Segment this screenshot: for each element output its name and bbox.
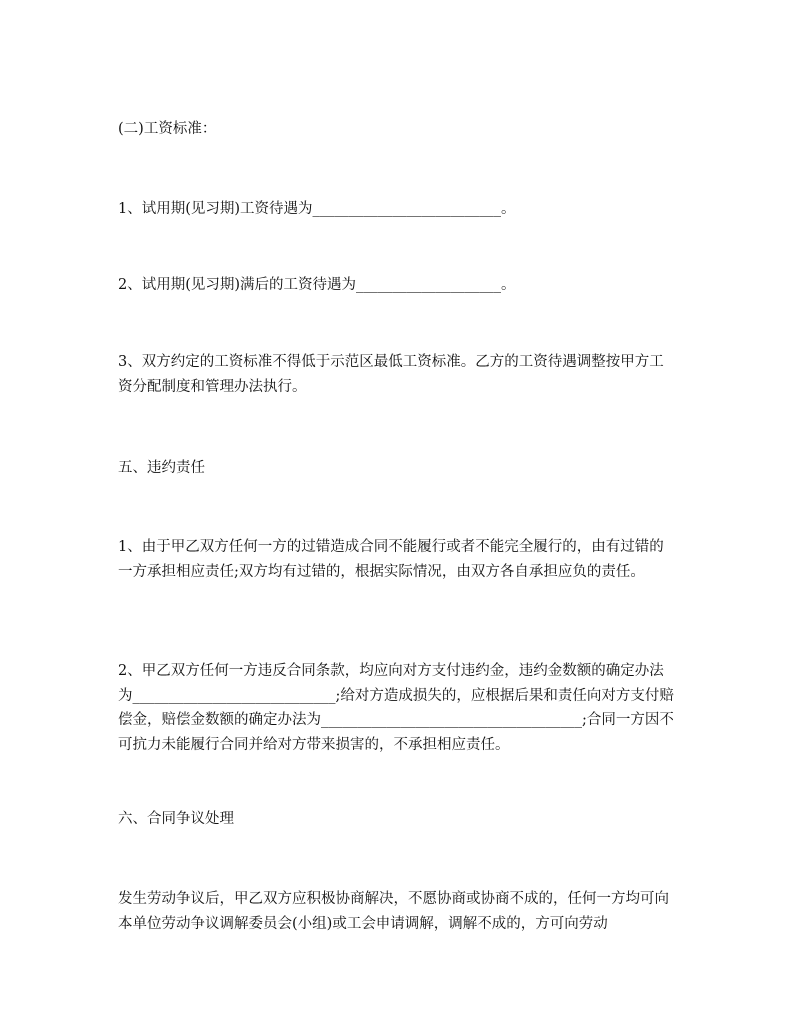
section-heading-breach: 五、违约责任 — [118, 460, 205, 476]
wage-item-3: 3、双方约定的工资标准不得低于示范区最低工资标准。乙方的工资待遇调整按甲方工资分配制度和管理办法执行。 — [118, 354, 664, 395]
wage-item-2: 2、试用期(见习期)满后的工资待遇为____________________。 — [118, 277, 516, 293]
section-heading-wage-standard: (二)工资标准： — [118, 121, 217, 137]
section-heading-dispute: 六、合同争议处理 — [118, 811, 234, 827]
wage-item-1: 1、试用期(见习期)工资待遇为__________________________。 — [118, 201, 516, 217]
dispute-paragraph: 发生劳动争议后，甲乙双方应积极协商解决，不愿协商或协商不成的，任何一方均可向本单位劳动争议调解委员会(小组)或工会申请调解，调解不成的，方可向劳动 — [118, 891, 669, 932]
breach-item-1: 1、由于甲乙双方任何一方的过错造成合同不能履行或者不能完全履行的，由有过错的一方承担相应责任;双方均有过错的，根据实际情况，由双方各自承担应负的责任。 — [118, 539, 664, 580]
breach-item-2: 2、甲乙双方任何一方违反合同条款，均应向对方支付违约金，违约金数额的确定办法为____________________________;给对方造成损失的，应根据后果和责任向对方支付赔偿金，赔偿金数额的确定办法为____________________________________;合同一方因不可抗力未能履行合同并给对方带来损害的，不承担相应责任。 — [118, 663, 674, 753]
